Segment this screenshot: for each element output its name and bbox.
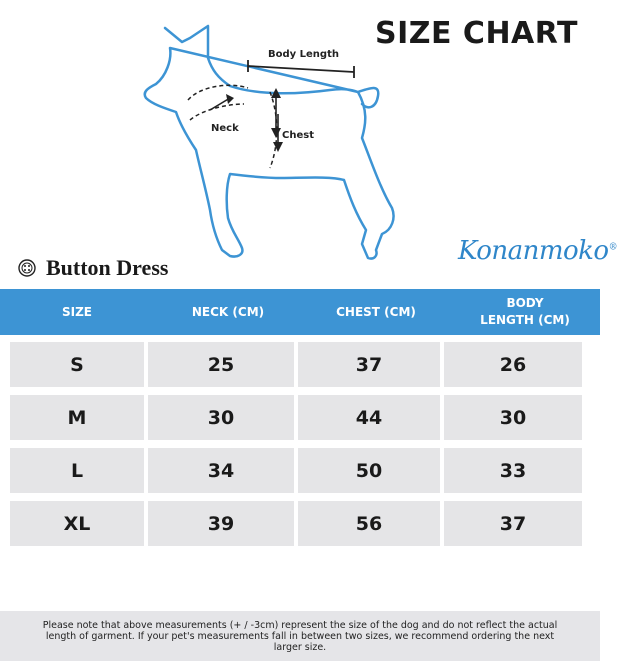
size-cell: S (10, 342, 144, 387)
footer-note-text: Please note that above measurements (+ / -3cm) represent the size of the dog and do not reflect the actual length of garment. If your pet's measurements fall in between two sizes, we recommend ordering the next larger size. (42, 619, 558, 653)
chest-cell: 44 (298, 395, 440, 440)
table-row (10, 501, 586, 546)
neck-cell: 39 (148, 501, 294, 546)
chest-cell: 56 (298, 501, 440, 546)
chest-cell: 37 (298, 342, 440, 387)
neck-cell: 25 (148, 342, 294, 387)
button-icon (18, 259, 36, 277)
header-neck: NECK (CM) (191, 304, 265, 319)
table-row (10, 395, 586, 440)
body-length-cell: 37 (444, 501, 582, 546)
footer-note (0, 611, 600, 661)
header-size: SIZE (61, 304, 92, 319)
size-cell: L (10, 448, 144, 493)
body-length-cell: 30 (444, 395, 582, 440)
table-row (10, 342, 586, 387)
size-cell: XL (10, 501, 144, 546)
body-length-cell: 33 (444, 448, 582, 493)
product-heading (18, 255, 168, 281)
header-body-length: BODY LENGTH (CM) (480, 296, 570, 327)
chest-cell: 50 (298, 448, 440, 493)
body-length-label: Body Length (268, 49, 339, 60)
size-table (10, 342, 586, 554)
table-row (10, 448, 586, 493)
size-cell: M (10, 395, 144, 440)
table-header (0, 289, 600, 335)
neck-cell: 30 (148, 395, 294, 440)
body-length-cell: 26 (444, 342, 582, 387)
neck-cell: 34 (148, 448, 294, 493)
neck-label: Neck (211, 123, 239, 134)
brand-logo: Konanmoko® (458, 236, 617, 266)
page-title: SIZE CHART (374, 16, 578, 51)
chest-label: Chest (282, 130, 314, 141)
header-chest: CHEST (CM) (336, 304, 416, 319)
product-name: Button Dress (46, 255, 169, 280)
